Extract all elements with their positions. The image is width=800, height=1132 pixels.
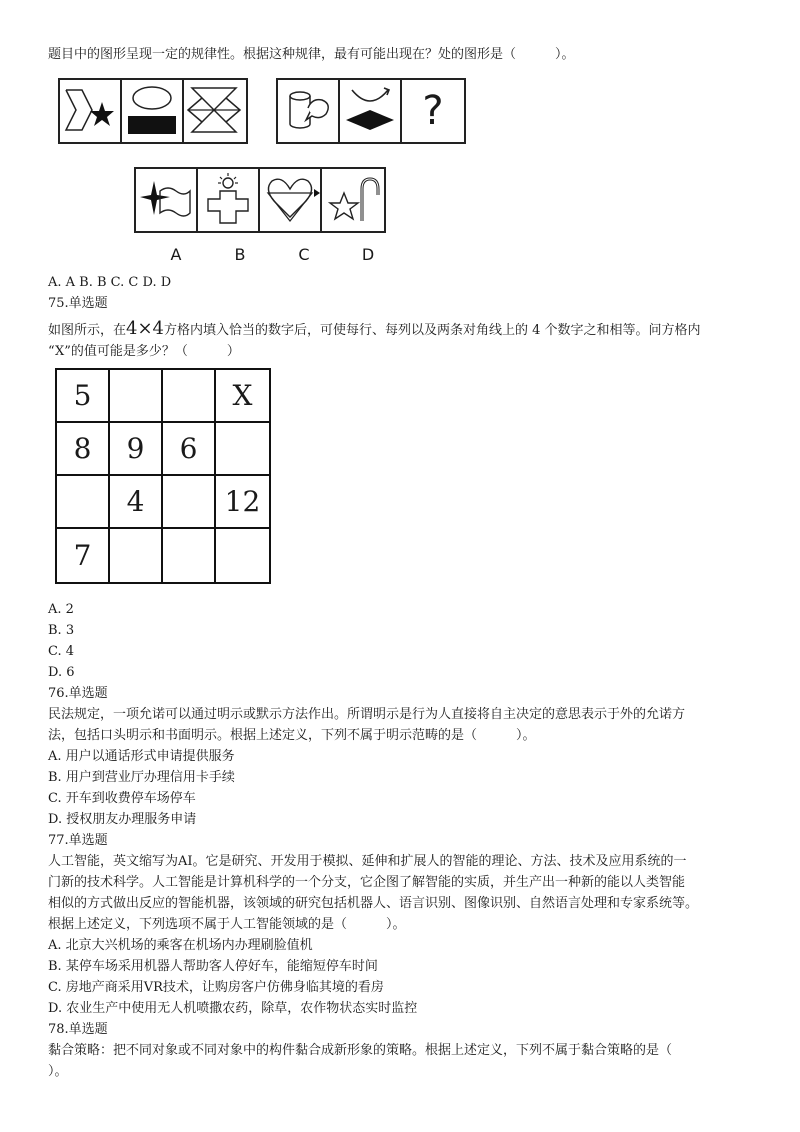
grid-cell: 8 bbox=[57, 423, 110, 476]
q78-stem-line2: ）。 bbox=[48, 1064, 68, 1079]
q77-option-a[interactable]: A. 北京大兴机场的乘客在机场内办理刷脸值机 bbox=[48, 938, 313, 953]
q77-option-d[interactable]: D. 农业生产中使用无人机喷撒农药，除草，农作物状态实时监控 bbox=[48, 1001, 418, 1016]
grid-cell: 7 bbox=[57, 529, 110, 582]
q77-header: 77.单选题 bbox=[48, 833, 108, 848]
option-label-b: B bbox=[234, 245, 246, 264]
q76-option-a[interactable]: A. 用户以通话形式申请提供服务 bbox=[48, 749, 235, 764]
q77-stem-line2: 门新的技术科学。人工智能是计算机科学的一个分支，它企图了解智能的实质，并生产出一种新的能以人类智能 bbox=[48, 875, 686, 890]
question-mark: ? bbox=[422, 88, 444, 134]
option-label-d: D bbox=[361, 245, 375, 264]
q75-stem-math: 4×4 bbox=[126, 318, 165, 339]
grid-cell: 4 bbox=[110, 476, 163, 529]
q75-option-b[interactable]: B. 3 bbox=[48, 623, 75, 638]
grid-cell: 12 bbox=[216, 476, 269, 529]
q75-stem-before: 如图所示，在 bbox=[48, 323, 127, 338]
q75-option-d[interactable]: D. 6 bbox=[48, 665, 75, 680]
q77-stem-line4: 根据上述定义，下列选项不属于人工智能领域的是（ ）。 bbox=[48, 917, 406, 932]
q78-header: 78.单选题 bbox=[48, 1022, 108, 1037]
q75-option-c[interactable]: C. 4 bbox=[48, 644, 75, 659]
grid-cell: X bbox=[216, 370, 269, 423]
q77-option-c[interactable]: C. 房地产商采用VR技术，让购房客户仿佛身临其境的看房 bbox=[48, 980, 384, 995]
q75-stem-line2: “X”的值可能是多少？（ ） bbox=[48, 344, 240, 359]
grid-cell: 6 bbox=[163, 423, 216, 476]
q76-header: 76.单选题 bbox=[48, 686, 108, 701]
q74-stem: 题目中的图形呈现一定的规律性。根据这种规律，最有可能出现在？处的图形是（ ）。 bbox=[48, 47, 575, 62]
q77-stem-line1: 人工智能，英文缩写为AI。它是研究、开发用于模拟、延伸和扩展人的智能的理论、方法、技术及应用系统的一 bbox=[48, 854, 687, 869]
q76-stem-line1: 民法规定，一项允诺可以通过明示或默示方法作出。所谓明示是行为人直接将自主决定的意思表示于外的允诺方 bbox=[48, 707, 686, 722]
q75-header: 75.单选题 bbox=[48, 296, 108, 311]
q76-option-b[interactable]: B. 用户到营业厅办理信用卡手续 bbox=[48, 770, 235, 785]
q77-stem-line3: 相似的方式做出反应的智能机器，该领域的研究包括机器人、语言识别、图像识别、自然语言处理和专家系统等。 bbox=[48, 896, 699, 911]
q74-options: A. A B. B C. C D. D bbox=[48, 275, 172, 290]
q76-option-c[interactable]: C. 开车到收费停车场停车 bbox=[48, 791, 196, 806]
q75-stem bbox=[48, 318, 758, 341]
exam-page bbox=[48, 44, 758, 1082]
option-label-a: A bbox=[170, 245, 182, 264]
grid-cell: 9 bbox=[110, 423, 163, 476]
q75-stem-after: 方格内填入恰当的数字后，可使每行、每列以及两条对角线上的 4 个数字之和相等。问方格内 bbox=[164, 323, 701, 338]
q78-stem-line1: 黏合策略：把不同对象或不同对象中的构件黏合成新形象的策略。根据上述定义，下列不属于黏合策略的是（ bbox=[48, 1043, 673, 1058]
grid-cell: 5 bbox=[57, 370, 110, 423]
q77-option-b[interactable]: B. 某停车场采用机器人帮助客人停好车，能缩短停车时间 bbox=[48, 959, 378, 974]
q75-option-a[interactable]: A. 2 bbox=[48, 602, 74, 617]
q76-option-d[interactable]: D. 授权朋友办理服务申请 bbox=[48, 812, 197, 827]
option-label-c: C bbox=[298, 245, 310, 264]
q76-stem-line2: 法，包括口头明示和书面明示。根据上述定义，下列不属于明示范畴的是（ ）。 bbox=[48, 728, 536, 743]
